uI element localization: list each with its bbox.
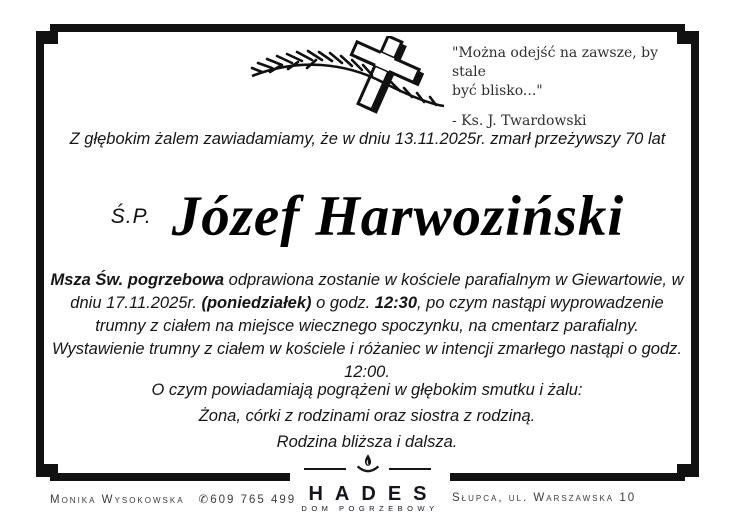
notice-line-5: 12:00.: [344, 363, 390, 381]
frame-border-bottom-right-segment: [450, 473, 685, 481]
quote-line-1: "Można odejść na zawsze, by stale: [452, 45, 659, 80]
notice-time-bold: 12:30: [374, 294, 417, 312]
candle-flame-icon: [355, 453, 381, 478]
closing-line-1: O czym powiadamiają pogrążeni w głębokim smutku i żalu:: [151, 381, 583, 399]
notice-line-2-mid: o godz.: [311, 294, 375, 312]
logo-rule-right: [389, 468, 431, 470]
quote-author: - Ks. J. Twardowski: [452, 113, 587, 129]
footer-address: Słupca, ul. Warszawska 10: [452, 492, 637, 504]
deceased-name: Józef Harwoziński: [171, 185, 625, 248]
notice-line-3: trumny z ciałem na miejsce wiecznego spoczynku, na cmentarz parafialny.: [95, 317, 639, 335]
closing-line-3: Rodzina bliższa i dalsza.: [276, 433, 458, 451]
funeral-home-subtitle: DOM POGRZEBOWY: [301, 504, 439, 513]
memorial-quote: [452, 44, 662, 131]
contact-name: Monika Wysokowska: [50, 494, 185, 506]
footer-contact: [50, 492, 296, 506]
quote-line-2: być blisko...": [452, 83, 543, 99]
sp-prefix: Ś.P.: [110, 205, 152, 228]
deceased-name-row: [0, 186, 735, 248]
announcement-intro: Z głębokim żalem zawiadamiamy, że w dniu 13.11.2025r. zmarł przeżywszy 70 lat: [69, 130, 666, 148]
funeral-home-brand: HADES: [308, 483, 439, 505]
frame-border-right: [691, 42, 699, 466]
funeral-notice-text: [47, 269, 687, 384]
notice-date: dniu 17.11.2025r.: [70, 294, 202, 312]
frame-border-left: [36, 42, 44, 466]
notice-line-1-rest: odprawiona zostanie w kościele parafialnym w Giewartowie, w: [224, 271, 684, 289]
logo-rule-left: [304, 468, 346, 470]
notice-line-2: [47, 292, 687, 315]
frame-corner-top-left: [36, 31, 58, 44]
notice-line-4: Wystawienie trumny z ciałem w kościele i różaniec w intencji zmarłego nastąpi o godz.: [51, 340, 682, 358]
cross-palm-branch-icon: [250, 36, 446, 116]
notice-line-2-rest: , po czym nastąpi wyprowadzenie: [417, 294, 664, 312]
phone-number: [199, 494, 297, 506]
notice-mass-bold: Msza Św. pogrzebowa: [50, 271, 225, 289]
notice-line-1: [47, 269, 687, 292]
closing-line-2: Żona, córki z rodzinami oraz siostra z rodziną.: [198, 407, 536, 425]
notice-weekday-bold: (poniedziałek): [201, 294, 312, 312]
frame-corner-top-right: [677, 31, 699, 44]
frame-border-bottom-left-segment: [50, 473, 290, 481]
frame-border-top: [50, 24, 685, 32]
closing-text: [47, 377, 687, 455]
phone-icon: ✆: [198, 494, 211, 506]
phone-digits: 609 765 499: [210, 494, 297, 506]
